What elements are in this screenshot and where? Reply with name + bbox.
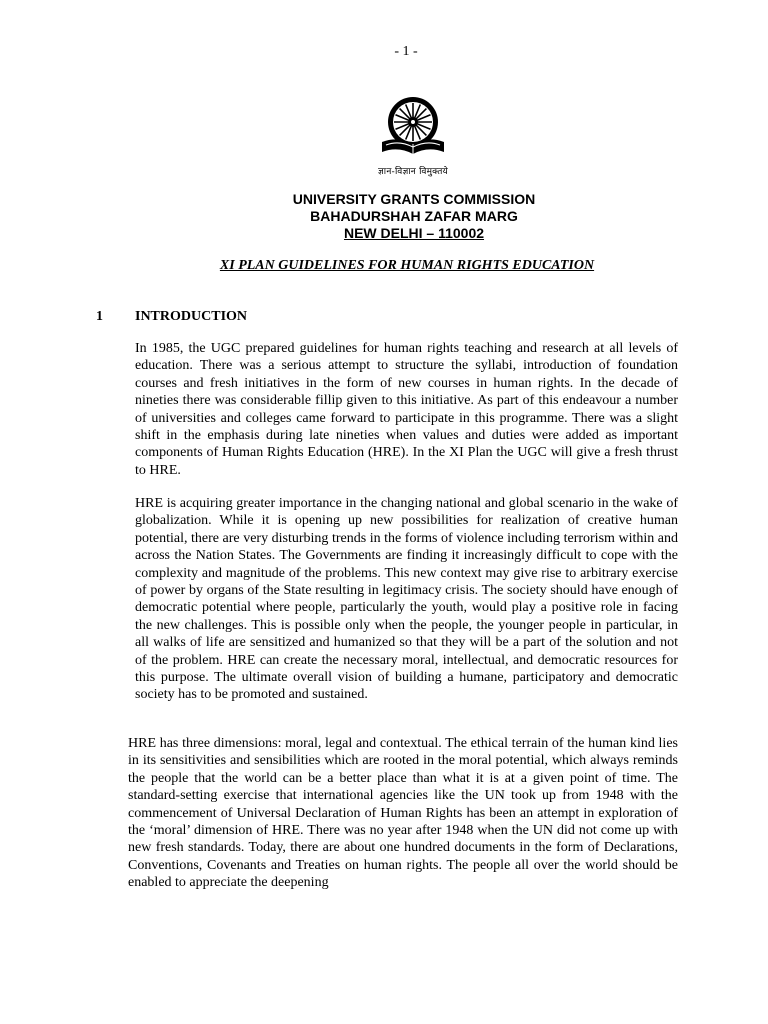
section-number: 1 <box>96 309 103 324</box>
organization-header <box>0 191 768 242</box>
paragraph-1: In 1985, the UGC prepared guidelines for human rights teaching and research at all levels of education. There was a serious attempt to structure the syllabi, introduction of foundation courses and fresh initiatives in the form of new courses in human rights. In the decade of nineties there was considerable fillip given to this initiative. As part of this endeavour a number of universities and colleges came forward to participate in this programme. There was a slight shift in the emphasis during late nineties when values and duties were added as important components of Human Rights Education (HRE). In the XI Plan the UGC will give a fresh thrust to HRE. <box>135 341 678 478</box>
paragraph-2: HRE is acquiring greater importance in the changing national and global scenario in the wake of globalization. While it is opening up new possibilities for realization of creative human potential, there are very disturbing trends in the forms of violence including terrorism within and across the Nation States. The Governments are finding it increasingly difficult to cope with the complexity and magnitude of the problems. This new context may give rise to arbitrary exercise of power by organs of the State resulting in legitimacy crisis. The society should have enough of democratic potential where people, particularly the youth, would play a positive role in facing the new challenges. This is possible only when the people, the younger people in particular, in all walks of life are sensitized and humanized so that they will be a part of the solution and not of the problem. HRE can create the necessary moral, intellectual, and democratic resources for this purpose. The ultimate overall vision of building a humane, participatory and democratic society has to be promoted and sustained. <box>135 496 678 703</box>
organization-city: NEW DELHI – 110002 <box>343 225 485 241</box>
emblem-motto: ज्ञान-विज्ञान विमुक्तये <box>378 167 448 177</box>
paragraph-3: HRE has three dimensions: moral, legal and contextual. The ethical terrain of the human kind lies in its sensitivities and sensibilities which are rooted in the moral potential, which always reminds the people that the world can be a better place than what it is at a given point of time. The standard-setting exercise that international agencies like the UN took up from 1948 with the commencement of Universal Declaration of Human Rights has been an attempt in exploration of the ‘moral’ dimension of HRE. There was no year after 1948 when the UN did not come up with new fresh standards. Today, there are about one hundred documents in the form of Declarations, Conventions, Covenants and Treaties on human rights. The people all over the world should be enabled to appreciate the deepening <box>128 736 678 891</box>
page-number: - 1 - <box>394 44 418 59</box>
document-title: XI PLAN GUIDELINES FOR HUMAN RIGHTS EDUCATION <box>219 258 595 273</box>
section-title: INTRODUCTION <box>135 309 248 324</box>
organization-name: UNIVERSITY GRANTS COMMISSION <box>292 191 536 207</box>
organization-street: BAHADURSHAH ZAFAR MARG <box>310 208 518 224</box>
